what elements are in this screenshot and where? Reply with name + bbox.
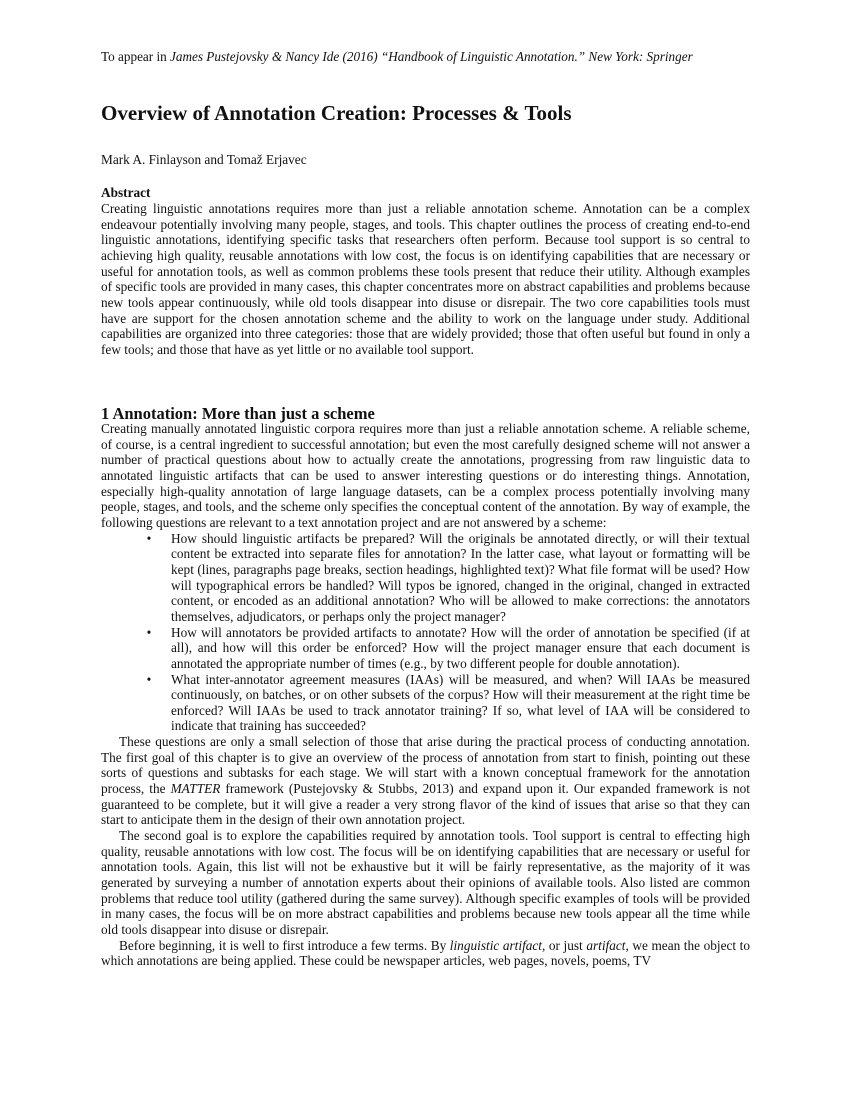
bullet-icon: • [146, 530, 152, 546]
header-prefix: To appear in [101, 49, 171, 64]
question-list [101, 531, 750, 735]
header-citation: James Pustejovsky & Nancy Ide (2016) “Handbook of Linguistic Annotation.” New York: Springer [170, 49, 693, 64]
paragraph-text: , or just [542, 937, 587, 953]
abstract-heading: Abstract [101, 185, 151, 200]
term-linguistic-artifact: linguistic artifact [449, 937, 543, 953]
list-item [101, 625, 750, 672]
section-intro-paragraph: Creating manually annotated linguistic corpora requires more than just a reliable annotation scheme. A reliable scheme, of course, is a central ingredient to successful annotation; but even the most carefully designed scheme will not answer a number of practical questions about how to actually create the annotations, progressing from raw linguistic data to annotated linguistic artifacts that can be used to answer interesting questions or do interesting things. Annotation, especially high-quality annotation of large language datasets, can be a complex process potentially involving many people, stages, and tools, and the scheme only specifies the conceptual content of the annotation. By way of example, the following questions are relevant to a text annotation project and are not answered by a scheme: [101, 421, 750, 530]
paragraph-text: framework (Pustejovsky & Stubbs, 2013) and expand upon it. Our expanded framework is not guaranteed to be complete, but it will give a reader a very strong flavor of the kind of issues that arise so that they can start to anticipate them in the design of their own annotation project. [101, 781, 750, 828]
matter-term: MATTER [170, 781, 221, 797]
list-item-text: How will annotators be provided artifacts to annotate? How will the order of annotation be specified (if at all), and how will this order be enforced? How will the project manager ensure that each document is annotated the appropriate number of times (e.g., by two different people for double annotation). [171, 624, 750, 671]
list-item-text: How should linguistic artifacts be prepared? Will the originals be annotated directly, or will their textual content be extracted into separate files for annotation? In the latter case, what layout or formatting will be kept (lines, paragraphs page breaks, section headings, highlighted text)? What file format will be used? How will typographical errors be handled? Will typos be ignored, changed in the original, changed in extracted content, or encoded as an additional annotation? Who will be allowed to make corrections: the annotators themselves, adjudicators, or perhaps only the project manager? [171, 530, 750, 624]
bullet-icon: • [146, 671, 152, 687]
term-artifact: artifact, [586, 937, 629, 953]
abstract-text: Creating linguistic annotations requires more than just a reliable annotation scheme. Annotation can be a complex endeavour potentially involving many people, stages, and tools. This chapter outlines the process of creating end-to-end linguistic annotations, identifying specific tasks that researchers often perform. Because tool support is so central to achieving high quality, reusable annotations with low cost, the focus is on identifying capabilities that are necessary or useful for annotation tools, as well as common problems these tools present that reduce their utility. Although examples of specific tools are provided in many cases, this chapter concentrates more on abstract capabilities and problems because new tools appear continuously, while old tools disappear into disuse or disrepair. The two core capabilities tools must have are support for the chosen annotation scheme and the ability to work on the language under study. Additional capabilities are organized into three categories: those that are widely provided; those that often useful but found in only a few tools; and those that have as yet little or no available tool support. [101, 201, 750, 357]
paragraph-text: we mean the object to which annotations are being applied. These could be newspaper articles, web pages, novels, poems, TV [101, 937, 751, 969]
paragraph-text: Before beginning, it is well to first introduce a few terms. By [119, 937, 450, 953]
section-heading: 1 Annotation: More than just a scheme [101, 404, 375, 423]
running-header [101, 49, 750, 65]
paper-title: Overview of Annotation Creation: Processes & Tools [101, 101, 572, 125]
paragraph-text: These questions are only a small selection of those that arise during the practical process of conducting annotation. The first goal of this chapter is to give an overview of the process of annotation from start to finish, pointing out these sorts of questions and subtasks for each stage. We will start with a known conceptual framework for the annotation process, the [101, 734, 750, 797]
paragraph-tools: The second goal is to explore the capabilities required by annotation tools. Tool support is central to effecting high quality, reusable annotations with low cost. The focus will be on identifying capabilities that are necessary or useful for annotation tools. Again, this list will not be exhaustive but it will be fairly representative, as the majority of it was generated by surveying a number of annotation experts about their opinions of available tools. Also listed are common problems that reduce tool utility (gathered during the same survey). Although specific examples of tools will be provided in many cases, the focus will be on more abstract capabilities and problems because new tools appear all the time while old tools disappear into disuse or disrepair. [101, 828, 750, 937]
paragraph-terms [101, 938, 750, 969]
authors: Mark A. Finlayson and Tomaž Erjavec [101, 152, 307, 167]
section-body [101, 421, 750, 969]
list-item [101, 531, 750, 625]
list-item-text: What inter-annotator agreement measures (IAAs) will be measured, and when? Will IAAs be measured continuously, on batches, or on other subsets of the corpus? How will their measurement at the right time be enforced? Will IAAs be used to track annotator training? If so, what level of IAA will be considered to indicate that training has succeeded? [171, 671, 750, 734]
bullet-icon: • [146, 624, 152, 640]
paragraph-goals [101, 734, 750, 828]
list-item [101, 672, 750, 735]
